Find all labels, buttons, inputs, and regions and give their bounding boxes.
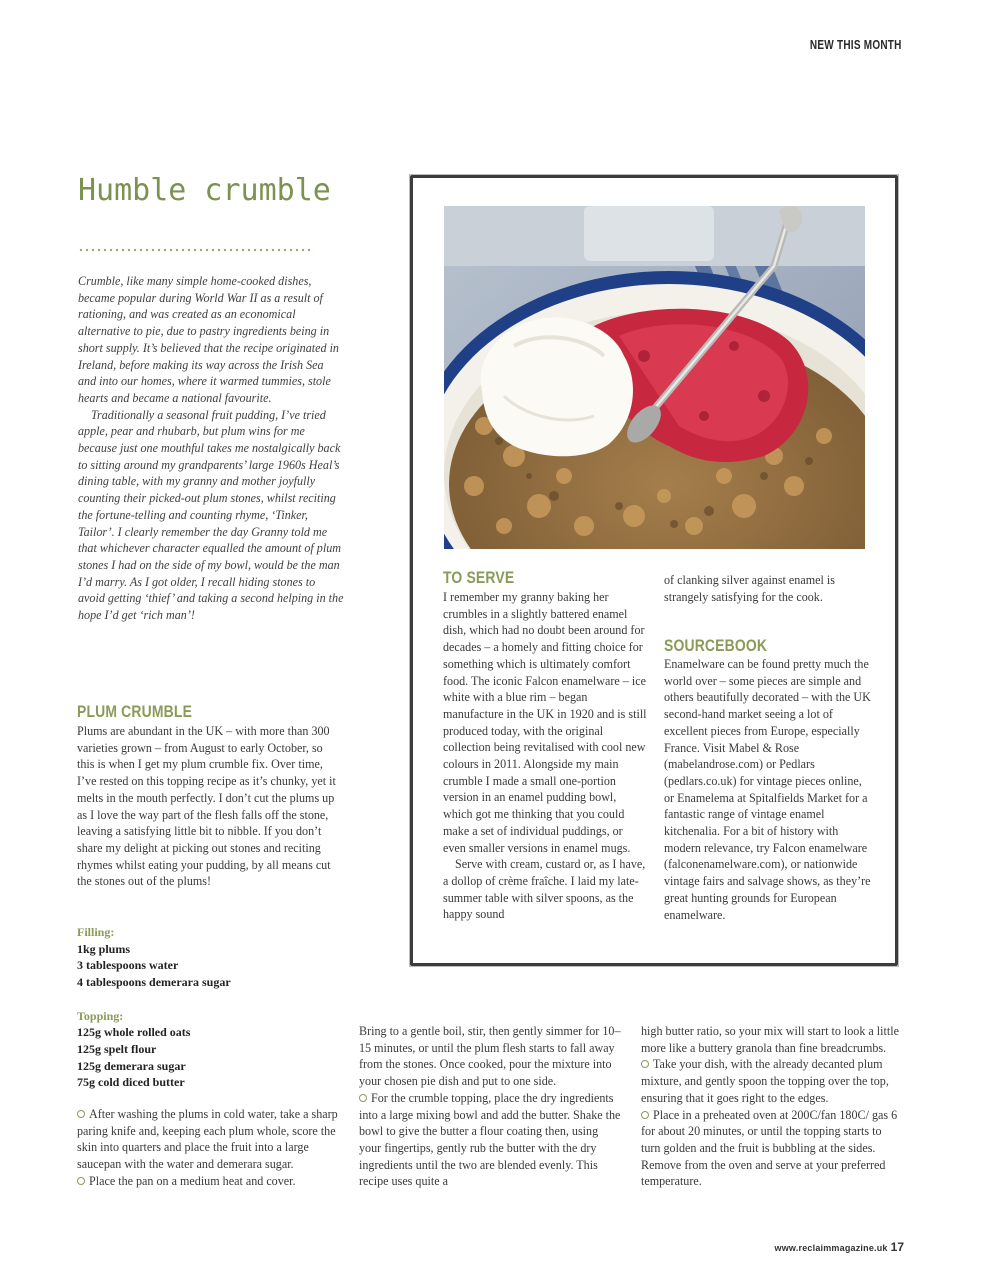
method-step-continued: high butter ratio, so your mix will start to look a little more like a buttery granola than fine breadcrumbs.: [641, 1024, 899, 1055]
method-column-2: [359, 1023, 621, 1190]
method-column-1: [77, 1106, 339, 1190]
plum-crumble-body: Plums are abundant in the UK – with more than 300 varieties grown – from August to early October, so this is when I get my plum crumble fix. Over time, I’ve rested on this topping recipe as it’s chunky, yet it melts in the mouth perfectly. I don’t cut the plums up as I love the way part of the flesh falls off the stone, leaving a satisfying little bit to nibble. If you don’t share my delight at picking out stones and reciting rhymes whilst eating your pudding, by all means cut the stones out of the plums!: [77, 724, 336, 889]
to-serve-heading: TO SERVE: [443, 568, 515, 587]
method-step: For the crumble topping, place the dry ingredients into a large mixing bowl and add the butter. Shake the bowl to give the butter a flour coating then, using your fingertips, gently rub the butter with the dry ingredients until the two are blended evenly. This recipe uses quite a: [359, 1090, 621, 1189]
section-label: NEW THIS MONTH: [810, 38, 902, 52]
circle-bullet-icon: [641, 1060, 649, 1068]
intro-paragraph: Crumble, like many simple home-cooked dishes, became popular during World War II as a result of rationing, and was created as an economical alternative to pie, due to pastry ingredients being in short supply. It’s believed that the recipe originated in Ireland, before making its way across the Irish Sea and into our homes, where it warmed tummies, stole hearts and became a national favourite.: [78, 274, 339, 405]
ingredient-item: 3 tablespoons water: [77, 958, 179, 973]
page-number: 17: [890, 1240, 904, 1254]
circle-bullet-icon: [641, 1111, 649, 1119]
intro-paragraph: Traditionally a seasonal fruit pudding, I’ve tried apple, pear and rhubarb, but plum wins for me because just one mouthful takes me nostalgically back to sitting around my grandparents’ large 1960s Heal’s dining table, with my granny and mother joyfully counting their picked-out plum stones, whilst reciting the fortune-telling and counting rhyme, ‘Tinker, Tailor’. I clearly remember the day Granny told me that whichever character equalled the amount of plum stones I had on the side of my bowl, would be the man I’d marry. As I got older, I recall hiding stones to avoid getting ‘thief’ and taking a second helping in the hope I’d get ‘rich man’!: [78, 407, 344, 623]
topping-label: Topping:: [77, 1008, 124, 1023]
method-step: Take your dish, with the already decanted plum mixture, and gently spoon the topping over the top, ensuring that it goes right to the edges.: [641, 1057, 889, 1105]
to-serve-body: [443, 589, 647, 923]
circle-bullet-icon: [77, 1177, 85, 1185]
title-dotted-rule: [78, 248, 314, 252]
ingredient-item: 125g whole rolled oats: [77, 1025, 191, 1040]
sourcebook-heading: SOURCEBOOK: [664, 636, 768, 655]
method-step-continued: Bring to a gentle boil, stir, then gently simmer for 10–15 minutes, or until the plum flesh starts to fall away from the stones. Once cooked, pour the mixture into your chosen pie dish and put to one side.: [359, 1024, 621, 1089]
intro-text: [78, 273, 344, 624]
method-column-3: [641, 1023, 903, 1190]
to-serve-continued: of clanking silver against enamel is strangely satisfying for the cook.: [664, 573, 835, 604]
method-step: Place the pan on a medium heat and cover.: [77, 1173, 339, 1190]
crumble-photo: [444, 206, 865, 549]
page-footer: [775, 1240, 904, 1254]
ingredient-item: 75g cold diced butter: [77, 1075, 185, 1090]
filling-label: Filling:: [77, 925, 115, 939]
plum-crumble-heading: PLUM CRUMBLE: [77, 702, 193, 721]
sourcebook-body: Enamelware can be found pretty much the world over – some pieces are simple and others beautifully decorated – with the UK second-hand market seeing a lot of excellent pieces from Europe, especially France. Visit Mabel & Rose (mabelandrose.com) or Pedlars (pedlars.co.uk) for vintage pieces online, or Enamelema at Spitalfields Market for a fantastic range of vintage enamel kitchenalia. For a bit of history with modern relevance, try Falcon enamelware (falconenamelware.com), or nationwide vintage fairs and salvage shows, as they’re great hunting grounds for European enamelware.: [664, 657, 871, 922]
ingredient-item: 1kg plums: [77, 941, 131, 956]
to-serve-paragraph: I remember my granny baking her crumbles in a slightly battered enamel dish, which had no doubt been around for decades – a homely and fitting choice for something which is ultimately comfort food. The iconic Falcon enamelware – ice white with a blue rim – began manufacture in the UK in 1920 and is still produced today, with the original collection being revitalised with cool new colours in 2011. Alongside my main crumble I made a small one-portion version in an enamel pudding bowl, which got me thinking that you could make a set of individual puddings, or even smaller versions in enamel mugs.: [443, 590, 647, 855]
method-step: After washing the plums in cold water, take a sharp paring knife and, keeping each plum whole, score the skin into quarters and place the fruit into a large saucepan with the water and demerara sugar.: [77, 1107, 338, 1172]
ingredient-item: 125g spelt flour: [77, 1041, 157, 1056]
footer-url: www.reclaimmagazine.uk: [774, 1243, 888, 1253]
to-serve-paragraph: Serve with cream, custard or, as I have, a dollop of crème fraîche. I laid my late-summer table with silver spoons, as the happy sound: [443, 857, 646, 922]
article-title: Humble crumble: [78, 173, 331, 208]
circle-bullet-icon: [77, 1110, 85, 1118]
method-step: Place in a preheated oven at 200C/fan 180C/ gas 6 for about 20 minutes, or until the topping starts to turn golden and the fruit is bubbling at the sides. Remove from the oven and serve at your preferred temperature.: [641, 1107, 898, 1189]
circle-bullet-icon: [359, 1094, 367, 1102]
ingredient-item: 4 tablespoons demerara sugar: [77, 975, 231, 990]
ingredients-list: [77, 924, 337, 1091]
ingredient-item: 125g demerara sugar: [77, 1058, 186, 1073]
